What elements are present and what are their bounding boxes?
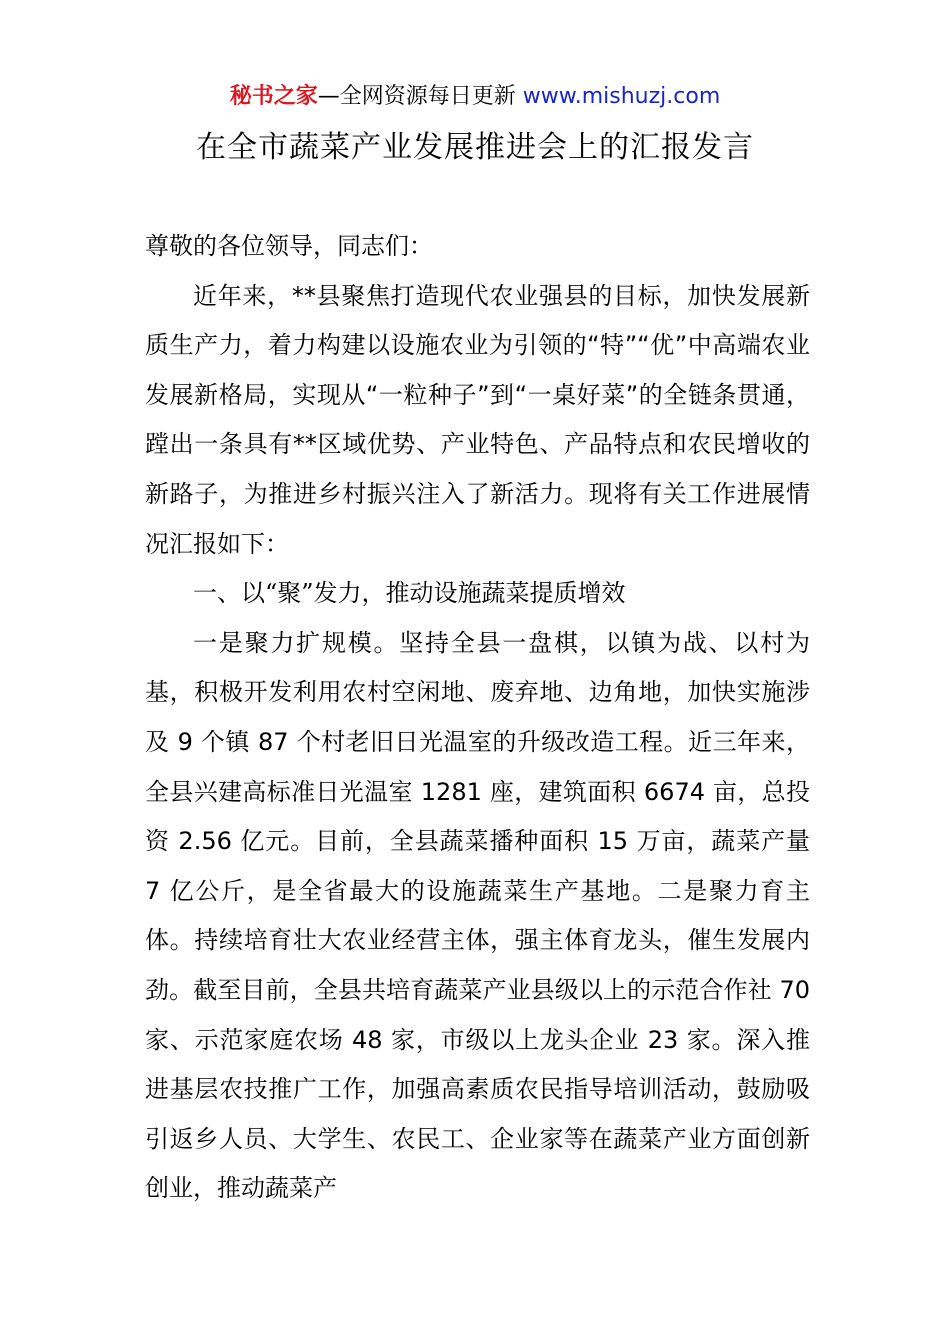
site-tagline: —全网资源每日更新 xyxy=(317,84,523,109)
document-body xyxy=(145,222,810,1214)
site-name: 秘书之家 xyxy=(229,84,318,109)
site-url-link[interactable]: www.mishuzj.com xyxy=(522,84,721,109)
salutation: 尊敬的各位领导，同志们： xyxy=(145,232,433,260)
intro-paragraph: 近年来，**县聚焦打造现代农业强县的目标，加快发展新质生产力，着力构建以设施农业为引领的“特”“优”中高端农业发展新格局，实现从“一粒种子”到“一桌好菜”的全链条贯通，蹚出一条具有**区域优势、产业特色、产品特点和农民增收的新路子，为推进乡村振兴注入了新活力。现将有关工作进展情况汇报如下： xyxy=(145,281,810,558)
document-title: 在全市蔬菜产业发展推进会上的汇报发言 xyxy=(196,130,754,165)
section-paragraph: 一是聚力扩规模。坚持全县一盘棋，以镇为战、以村为基，积极开发利用农村空闲地、废弃地、边角地，加快实施涉及 9 个镇 87 个村老旧日光温室的升级改造工程。近三年来，全县兴建高标准日光温室 1281 座，建筑面积 6674 亩，总投资 2.56 亿元。目前，全县蔬菜播种面积 15 万亩，蔬菜产量 7 亿公斤，是全省最大的设施蔬菜生产基地。二是聚力育主体。持续培育壮大农业经营主体，强主体育龙头，催生发展内劲。截至目前，全县共培育蔬菜产业县级以上的示范合作社 70 家、示范家庭农场 48 家，市级以上龙头企业 23 家。深入推进基层农技推广工作，加强高素质农民指导培训活动，鼓励吸引返乡人员、大学生、农民工、企业家等在蔬菜产业方面创新创业，推动蔬菜产 xyxy=(145,628,810,1203)
site-banner xyxy=(0,80,950,114)
section-heading: 一、以“聚”发力，推动设施蔬菜提质增效 xyxy=(193,579,626,608)
